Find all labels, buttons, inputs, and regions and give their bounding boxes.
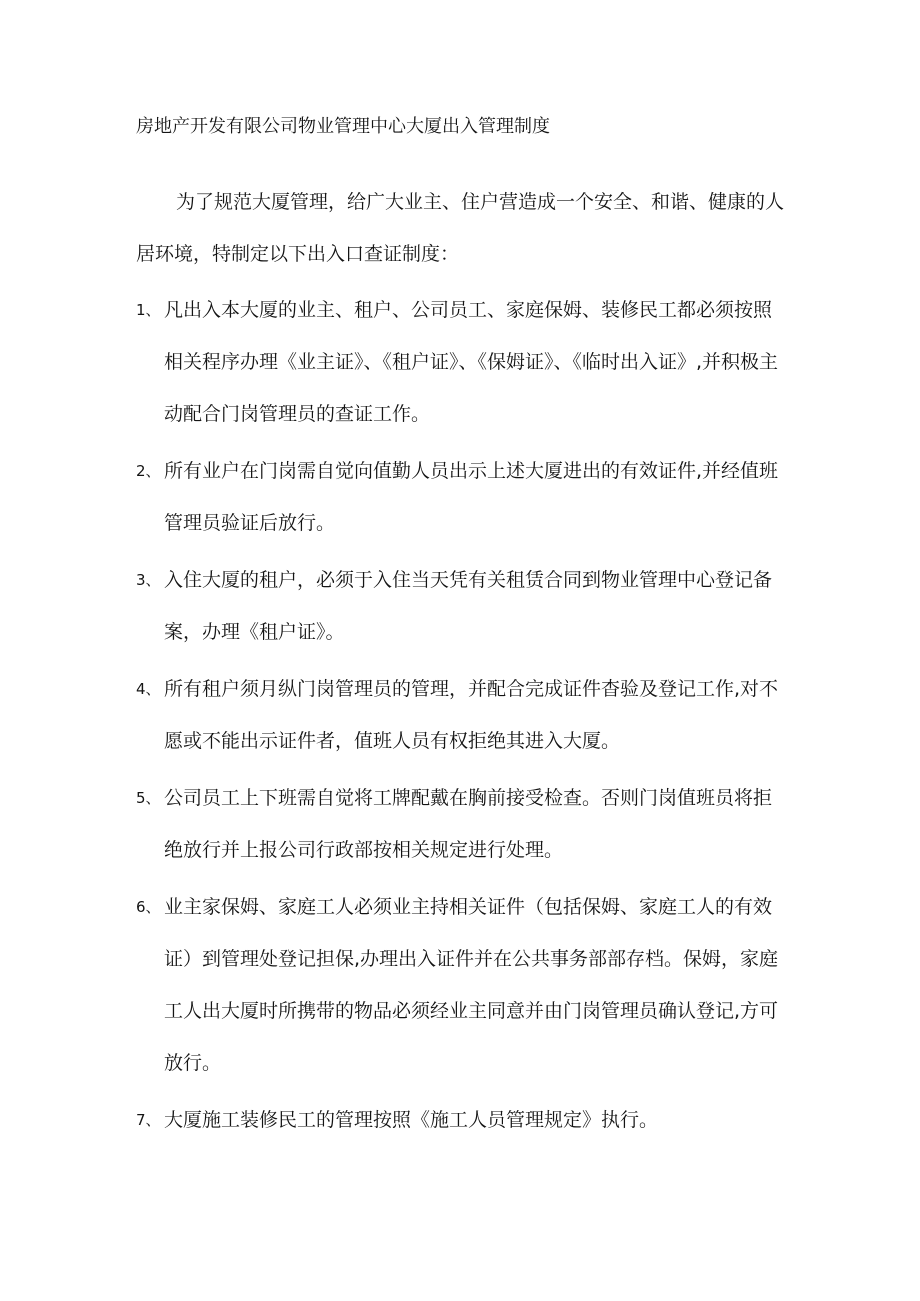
- item-number: 6、: [136, 898, 161, 916]
- document-title: 房地产开发有限公司物业管理中心大厦出入管理制度: [136, 116, 550, 137]
- list-item: [136, 881, 786, 1089]
- item-number: 1、: [136, 301, 161, 319]
- item-text: 公司员工上下班需自觉将工牌配戴在胸前接受检查。否则门岗值班员将拒绝放行并上报公司行政部按相关规定进行处理。: [164, 787, 773, 861]
- list-item: [136, 445, 786, 549]
- item-number: 5、: [136, 789, 161, 807]
- item-text: 所有业户在门岗需自觉向值勤人员出示上述大厦进出的有效证件,并经值班管理员验证后放行。: [164, 460, 779, 534]
- rules-list: [136, 284, 786, 1151]
- list-item: [136, 1094, 786, 1146]
- item-number: 4、: [136, 680, 161, 698]
- item-number: 7、: [136, 1111, 161, 1129]
- list-item: [136, 554, 786, 658]
- item-text: 所有租户须月纵门岗管理员的管理，并配合完成证件杳验及登记工作,对不愿或不能出示证件者，值班人员有权拒绝其进入大厦。: [164, 678, 779, 752]
- intro-paragraph: 为了规范大厦管理，给广大业主、住户营造成一个安全、和谐、健康的人居环境，特制定以下出入口查证制度：: [136, 191, 785, 265]
- item-number: 2、: [136, 462, 161, 480]
- list-item: [136, 663, 786, 767]
- item-text: 大厦施工装修民工的管理按照《施工人员管理规定》执行。: [164, 1109, 659, 1131]
- list-item: [136, 284, 786, 440]
- item-text: 入住大厦的租户，必须于入住当天凭有关租赁合同到物业管理中心登记备案，办理《租户证》。: [164, 569, 773, 643]
- item-number: 3、: [136, 571, 161, 589]
- item-text: 凡出入本大厦的业主、租户、公司员工、家庭保姆、装修民工都必须按照相关程序办理《业主证》、《租户证》、《保姆证》、《临时出入证》,并积极主动配合门岗管理员的查证工作。: [164, 299, 779, 425]
- item-text: 业主家保姆、家庭工人必须业主持相关证件（包括保姆、家庭工人的有效证）到管理处登记担保,办理出入证件并在公共事务部部存档。保姆，家庭工人出大厦时所携带的物品必须经业主同意并由门岗管理员确认登记,方可放行。: [164, 896, 779, 1074]
- list-item: [136, 772, 786, 876]
